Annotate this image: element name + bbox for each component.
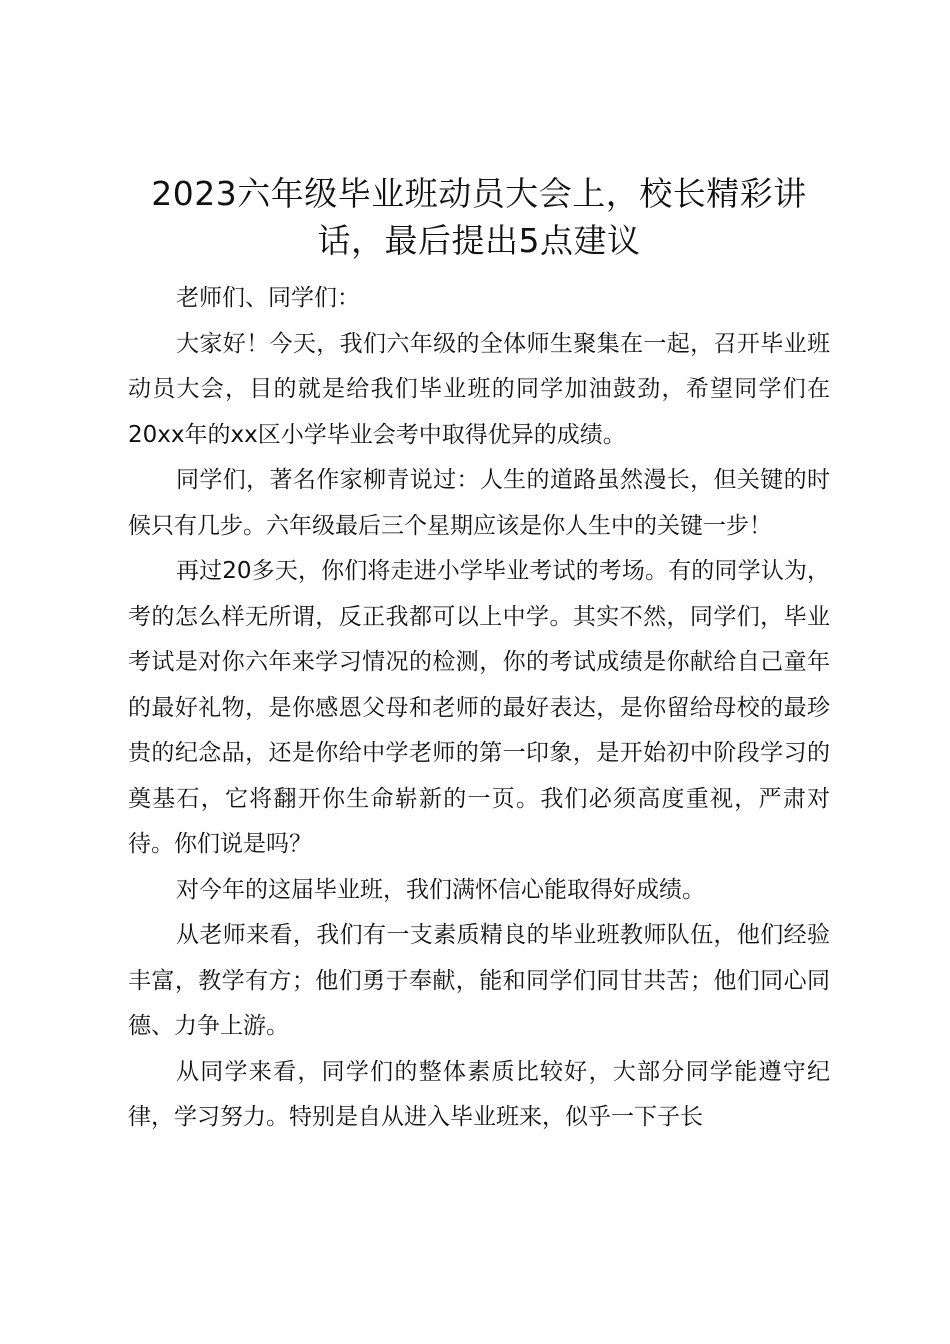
document-body	[128, 170, 830, 1141]
paragraph-opening: 大家好！今天，我们六年级的全体师生聚集在一起，召开毕业班动员大会，目的就是给我们毕业班的同学加油鼓劲，希望同学们在20xx年的xx区小学毕业会考中取得优异的成绩。	[128, 330, 830, 448]
document-title: 2023六年级毕业班动员大会上，校长精彩讲话，最后提出5点建议	[151, 174, 807, 260]
paragraph-greeting: 老师们、同学们：	[176, 285, 360, 311]
paragraph-confidence: 对今年的这届毕业班，我们满怀信心能取得好成绩。	[176, 876, 705, 903]
paragraph-exam: 再过20多天，你们将走进小学毕业考试的考场。有的同学认为，考的怎么样无所谓，反正我都可以上中学。其实不然，同学们，毕业考试是对你六年来学习情况的检测，你的考试成绩是你献给自己童年的最好礼物，是你感恩父母和老师的最好表达，是你留给母校的最珍贵的纪念品，还是你给中学老师的第一印象，是开始初中阶段学习的奠基石，它将翻开你生命崭新的一页。我们必须高度重视，严肃对待。你们说是吗？	[128, 558, 830, 857]
paragraph-quote: 同学们，著名作家柳青说过：人生的道路虽然漫长，但关键的时候只有几步。六年级最后三个星期应该是你人生中的关键一步！	[128, 467, 830, 539]
paragraph-students: 从同学来看，同学们的整体素质比较好，大部分同学能遵守纪律，学习努力。特别是自从进入毕业班来，似乎一下子长	[128, 1058, 830, 1130]
paragraph-teachers: 从老师来看，我们有一支素质精良的毕业班教师队伍，他们经验丰富，教学有方；他们勇于奉献，能和同学们同甘共苦；他们同心同德、力争上游。	[128, 922, 830, 1039]
